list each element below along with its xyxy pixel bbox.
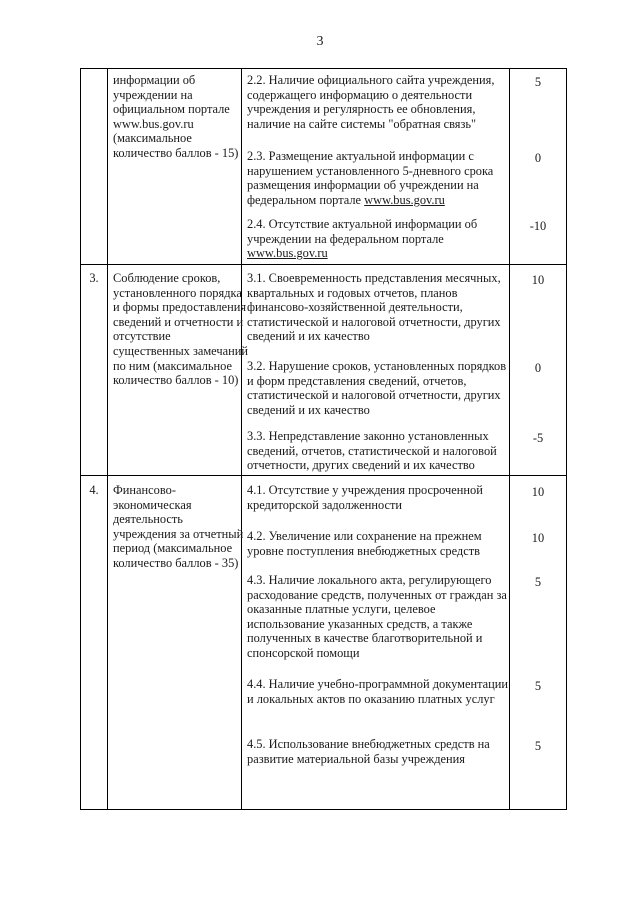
indicator-score: 5: [534, 739, 542, 753]
column-divider: [107, 69, 108, 809]
row-divider: [81, 475, 566, 476]
indicator-text: 3.3. Непредставление законно установленных сведений, отчетов, статистической и налоговой отчетности, других сведений и их качество: [247, 429, 497, 473]
indicator-text: 4.5. Использование внебюджетных средств на развитие материальной базы учреждения: [247, 737, 490, 766]
indicator-text: 4.2. Увеличение или сохранение на прежнем уровне поступления внебюджетных средств: [247, 529, 482, 558]
indicator-score: 10: [531, 273, 545, 287]
row-divider: [81, 264, 566, 265]
indicator-score: 0: [534, 361, 542, 375]
criterion-text: Соблюдение сроков, установленного порядка и формы предоставления сведений и отчетности и отсутствие существенных замечаний по ним (максимальное количество баллов - 10): [113, 271, 249, 388]
indicator-text: 4.4. Наличие учебно-программной документации и локальных актов по оказанию платных услуг: [247, 677, 509, 706]
indicator-text: 4.1. Отсутствие у учреждения просроченной кредиторской задолженности: [247, 483, 483, 512]
page-number: 3: [316, 34, 324, 49]
indicator-score: 5: [534, 679, 542, 693]
indicator-text: 4.3. Наличие локального акта, регулирующего расходование средств, полученных от граждан за оказанные платные услуги, целевое использование указанных средств, а также полученных в качестве благотворительной и спонсорской помощи: [247, 573, 507, 660]
indicator-text: 3.1. Своевременность представления месячных, квартальных и годовых отчетов, планов финансово-хозяйственной деятельности, статистической и налоговой отчетности, других сведений и их качество: [247, 271, 501, 344]
criterion-text: информации об учреждении на официальном портале www.bus.gov.ru (максимальное количество баллов - 15): [113, 73, 239, 160]
indicator-score: 10: [531, 485, 545, 499]
indicator-score: 5: [534, 75, 542, 89]
indicator-text: 3.2. Нарушение сроков, установленных порядков и форм представления сведений, отчетов, статистической и налоговой отчетности, других сведений и их качество: [247, 359, 507, 417]
criterion-number: 3.: [89, 271, 99, 285]
portal-link[interactable]: www.bus.gov.ru: [364, 192, 445, 207]
indicator-score: -5: [532, 431, 544, 445]
indicator-text: 2.2. Наличие официального сайта учреждения, содержащего информацию о деятельности учреждения и регулярность ее обновления, наличие на сайте системы "обратная связь": [247, 73, 495, 131]
indicator-text: 2.3. Размещение актуальной информации с нарушением установленного 5-дневного срока размещения информации об учреждении на федеральном портале www.bus.gov.ru: [247, 149, 494, 207]
criteria-table: [80, 68, 567, 810]
indicator-score: 0: [534, 151, 542, 165]
criterion-number: 4.: [89, 483, 99, 497]
indicator-score: 10: [531, 531, 545, 545]
indicator-score: 5: [534, 575, 542, 589]
column-divider: [241, 69, 242, 809]
indicator-text: 2.4. Отсутствие актуальной информации об учреждении на федеральном портале www.bus.gov.ru: [247, 217, 478, 261]
portal-link[interactable]: www.bus.gov.ru: [247, 246, 328, 261]
criterion-text: Финансово-экономическая деятельность учреждения за отчетный период (максимальное количество баллов - 35): [113, 483, 244, 570]
indicator-score: -10: [529, 219, 547, 233]
